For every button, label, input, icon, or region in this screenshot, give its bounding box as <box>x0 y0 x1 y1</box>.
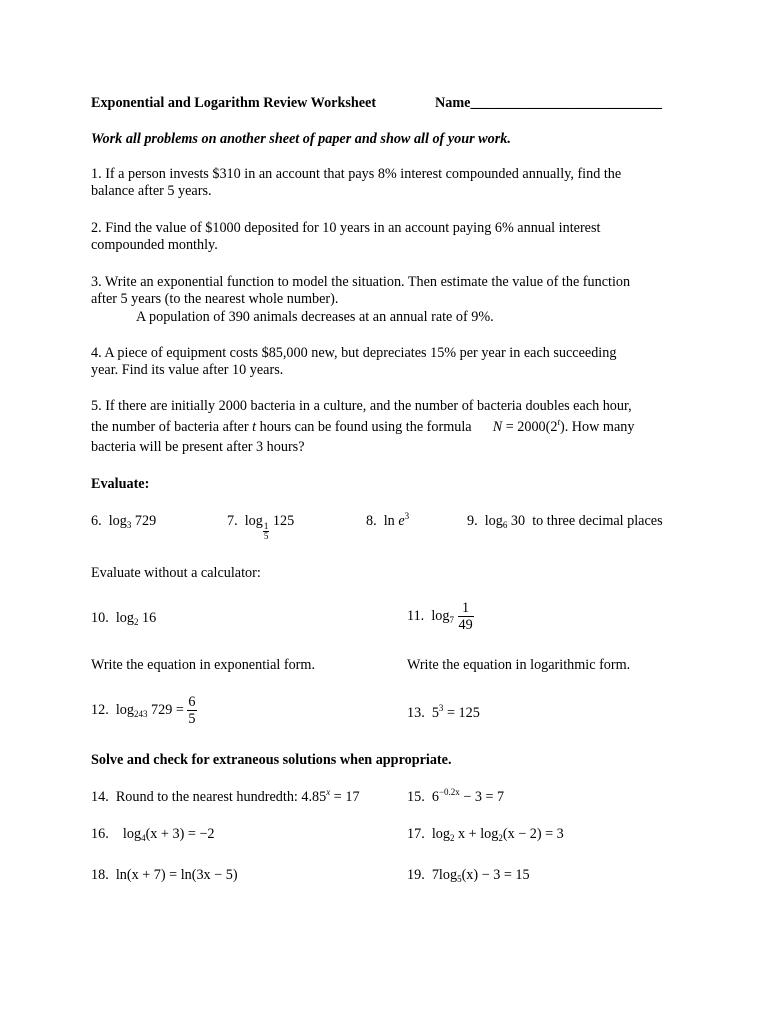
problem-1-line-2: balance after 5 years. <box>91 183 212 199</box>
problem-12: 12. $\log_{243} 729$ = $\frac{6}{5}$ <box>91 694 196 727</box>
problem-5-text-a: the number of bacteria after <box>91 419 253 435</box>
problem-17: 17. $\log_2 x + \log_2(x - 2) = 3$ <box>407 826 564 843</box>
problem-3-line-1: 3. Write an exponential function to model the situation. Then estimate the value of the function <box>91 274 631 290</box>
fraction-base: $\frac{1}{5}$ <box>263 521 269 541</box>
problem-5-line-1: 5. If there are initially 2000 bacteria in a culture, and the number of bacteria doubles each hour, <box>91 398 632 414</box>
problem-7: 7. log $\frac{1}{5}$ 125 <box>227 513 295 541</box>
logarithmic-form-heading: Write the equation in logarithmic form. <box>407 657 631 673</box>
evaluate-heading: Evaluate: <box>91 476 150 492</box>
problem-8: 8. $\ln e^3$ <box>366 511 410 529</box>
problem-11: 11. $\log_7$ $\frac{1}{49}$ <box>407 600 473 633</box>
bacteria-formula: $N = 2000(2^t)$ <box>492 417 565 435</box>
problem-13: 13. $5^3 = 125$ <box>407 703 480 721</box>
problem-4-line-2: year. Find its value after 10 years. <box>91 362 284 378</box>
fraction-6-5: $\frac{6}{5}$ <box>188 694 196 727</box>
exponential-form-heading: Write the equation in exponential form. <box>91 657 315 673</box>
problem-3-line-3: A population of 390 animals decreases at an annual rate of 9%. <box>136 309 494 325</box>
problem-4-line-1: 4. A piece of equipment costs $85,000 new, but depreciates 15% per year in each succeeding <box>91 345 617 361</box>
name-field[interactable]: Name___________________________ <box>435 95 662 111</box>
problem-5-text-b: hours can be found using the formula <box>256 419 472 435</box>
problem-5-line-2 <box>91 418 634 436</box>
problem-1-line-1: 1. If a person invests $310 in an account that pays 8% interest compounded annually, find the <box>91 166 622 182</box>
problem-18: 18. ln(x + 7) = ln(3x − 5) <box>91 867 238 883</box>
problem-6: 6. $\log_3 729$ <box>91 513 157 530</box>
problem-5-line-3: bacteria will be present after 3 hours? <box>91 439 305 455</box>
problem-15: 15. $6^{-0.2x} - 3 = 7$ <box>407 787 505 805</box>
worksheet-title: Exponential and Logarithm Review Worksheet <box>91 95 377 111</box>
problem-19: 19. $7\log_5(x) - 3 = 15$ <box>407 867 530 884</box>
instructions: Work all problems on another sheet of paper and show all of your work. <box>91 131 511 147</box>
solve-heading: Solve and check for extraneous solutions when appropriate. <box>91 752 452 768</box>
problem-3-line-2: after 5 years (to the nearest whole number). <box>91 291 339 307</box>
problem-2-line-2: compounded monthly. <box>91 237 218 253</box>
problem-9: 9. $\log_6 30$ to three decimal places <box>467 513 663 530</box>
evaluate-no-calc-heading: Evaluate without a calculator: <box>91 565 261 581</box>
var-t: t <box>252 419 257 435</box>
problem-10: 10. $\log_2 16$ <box>91 610 157 627</box>
problem-14: 14. Round to the nearest hundredth: $4.85^x = 17$ <box>91 787 360 805</box>
problem-2-line-1: 2. Find the value of $1000 deposited for 10 years in an account paying 6% annual interest <box>91 220 601 236</box>
fraction-1-49: $\frac{1}{49}$ <box>458 600 473 633</box>
problem-5-text-c: . How many <box>564 419 635 435</box>
problem-16: 16. $\log_4(x + 3) = -2$ <box>91 826 215 843</box>
